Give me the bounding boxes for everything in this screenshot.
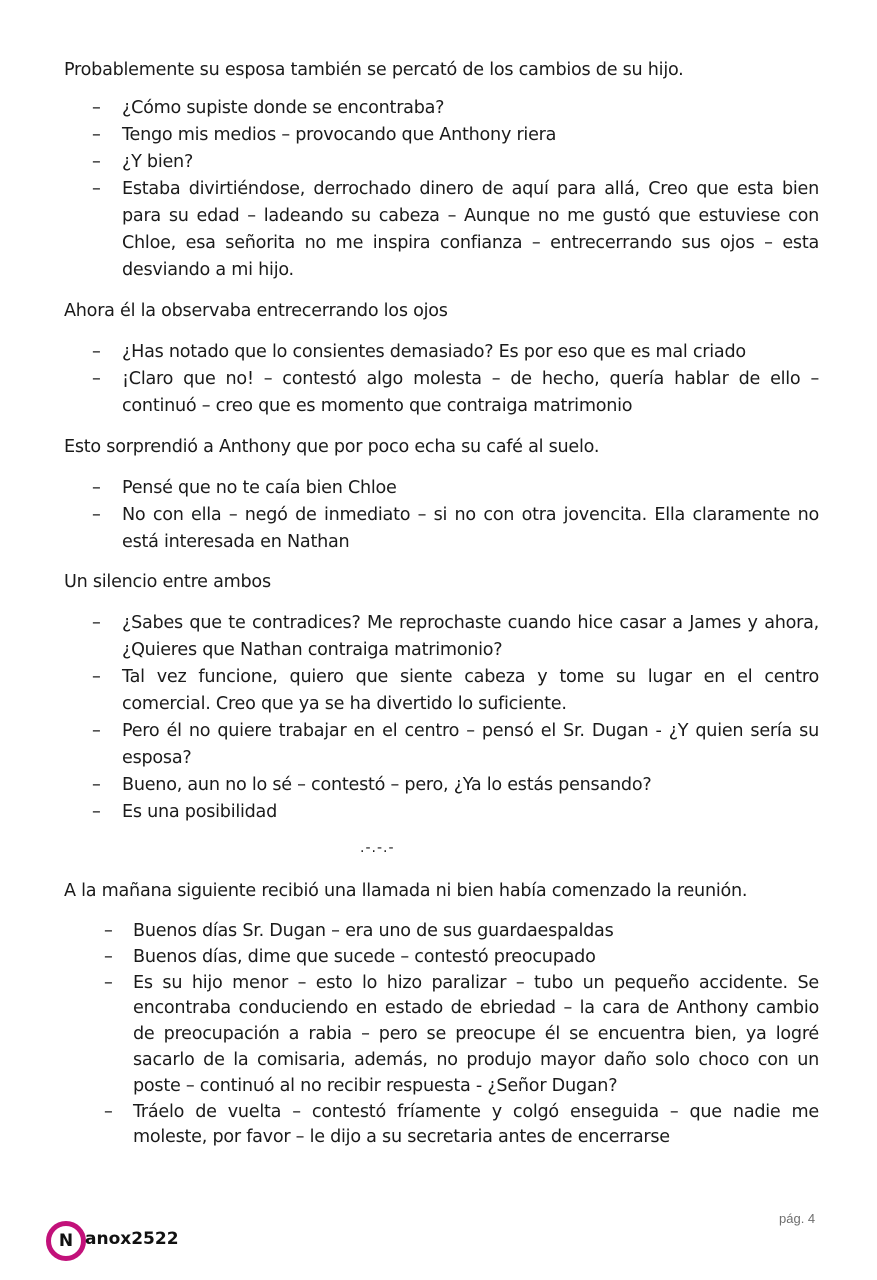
list-item: – ¿Sabes que te contradices? Me reprochaste cuando hice casar a James y ahora, ¿Quieres que Nathan contraiga matrimonio? (64, 610, 819, 664)
page-number: pág. 4 (779, 1211, 816, 1226)
dash-bullet: – (92, 179, 101, 199)
list-item: – ¿Y bien? (64, 149, 819, 176)
dash-bullet: – (92, 667, 101, 687)
dash-bullet: – (92, 342, 101, 362)
list-item: – Es su hijo menor – esto lo hizo paralizar – tubo un pequeño accidente. Se encontraba conduciendo en estado de ebriedad – la cara de Anthony cambio de preocupación a rabia – pero se preocupe él se encuentra bien, ya logré sacarlo de la comisaria, además, no produjo mayor daño solo choco con un poste – continuó al no recibir respuesta - ¿Señor Dugan? (104, 972, 819, 1096)
list-item: – ¡Claro que no! – contestó algo molesta – de hecho, quería hablar de ello – continuó – creo que es momento que contraiga matrimonio (64, 366, 819, 420)
list-item: – Tengo mis medios – provocando que Anthony riera (64, 122, 819, 149)
list-item: – Estaba divirtiéndose, derrochado dinero de aquí para allá, Creo que esta bien para su edad – ladeando su cabeza – Aunque no me gustó que estuviese con Chloe, esa señorita no me inspira confianza – entrecerrando sus ojos – esta desviando a mi hijo. (64, 176, 819, 284)
dash-bullet: – (92, 505, 101, 525)
dash-bullet: – (92, 802, 101, 822)
paragraph: Probablemente su esposa también se percató de los cambios de su hijo. (64, 60, 684, 80)
list-item: – Es una posibilidad (64, 799, 819, 826)
dash-bullet: – (92, 152, 101, 172)
list-item: – Pero él no quiere trabajar en el centro – pensó el Sr. Dugan - ¿Y quien sería su esposa? (64, 718, 819, 772)
dialogue-list (64, 339, 819, 420)
dash-bullet: – (92, 775, 101, 795)
dialogue-list (64, 610, 819, 826)
paragraph: Ahora él la observaba entrecerrando los ojos (64, 301, 448, 321)
list-item: – Buenos días, dime que sucede – contestó preocupado (64, 945, 819, 971)
logo-text: anox2522 (85, 1229, 179, 1249)
dash-bullet: – (104, 946, 113, 967)
logo-letter: N (58, 1231, 74, 1251)
list-item: – Tal vez funcione, quiero que siente cabeza y tome su lugar en el centro comercial. Creo que ya se ha divertido lo suficiente. (64, 664, 819, 718)
list-item: – Pensé que no te caía bien Chloe (64, 475, 819, 502)
dash-bullet: – (104, 972, 113, 993)
list-item: – Tráelo de vuelta – contestó fríamente y colgó enseguida – que nadie me moleste, por favor – le dijo a su secretaria antes de encerrarse (104, 1101, 819, 1148)
dash-bullet: – (92, 721, 101, 741)
dash-bullet: – (92, 98, 101, 118)
dialogue-list (64, 475, 819, 556)
list-item: – ¿Cómo supiste donde se encontraba? (64, 95, 819, 122)
list-item: – Bueno, aun no lo sé – contestó – pero, ¿Ya lo estás pensando? (64, 772, 819, 799)
section-separator: .-.-.- (360, 840, 395, 856)
dash-bullet: – (92, 613, 101, 633)
paragraph: Esto sorprendió a Anthony que por poco echa su café al suelo. (64, 437, 600, 457)
list-item: – Buenos días Sr. Dugan – era uno de sus guardaespaldas (64, 919, 819, 945)
paragraph: Un silencio entre ambos (64, 572, 271, 592)
list-item: – ¿Has notado que lo consientes demasiado? Es por eso que es mal criado (64, 339, 819, 366)
dash-bullet: – (92, 478, 101, 498)
dash-bullet: – (104, 921, 113, 941)
dash-bullet: – (92, 125, 101, 145)
list-item: – No con ella – negó de inmediato – si no con otra jovencita. Ella claramente no está interesada en Nathan (64, 502, 819, 556)
dash-bullet: – (104, 1101, 113, 1122)
paragraph: A la mañana siguiente recibió una llamada ni bien había comenzado la reunión. (64, 881, 748, 901)
dialogue-list (64, 919, 819, 1151)
dialogue-list (64, 95, 819, 284)
dash-bullet: – (92, 369, 101, 389)
